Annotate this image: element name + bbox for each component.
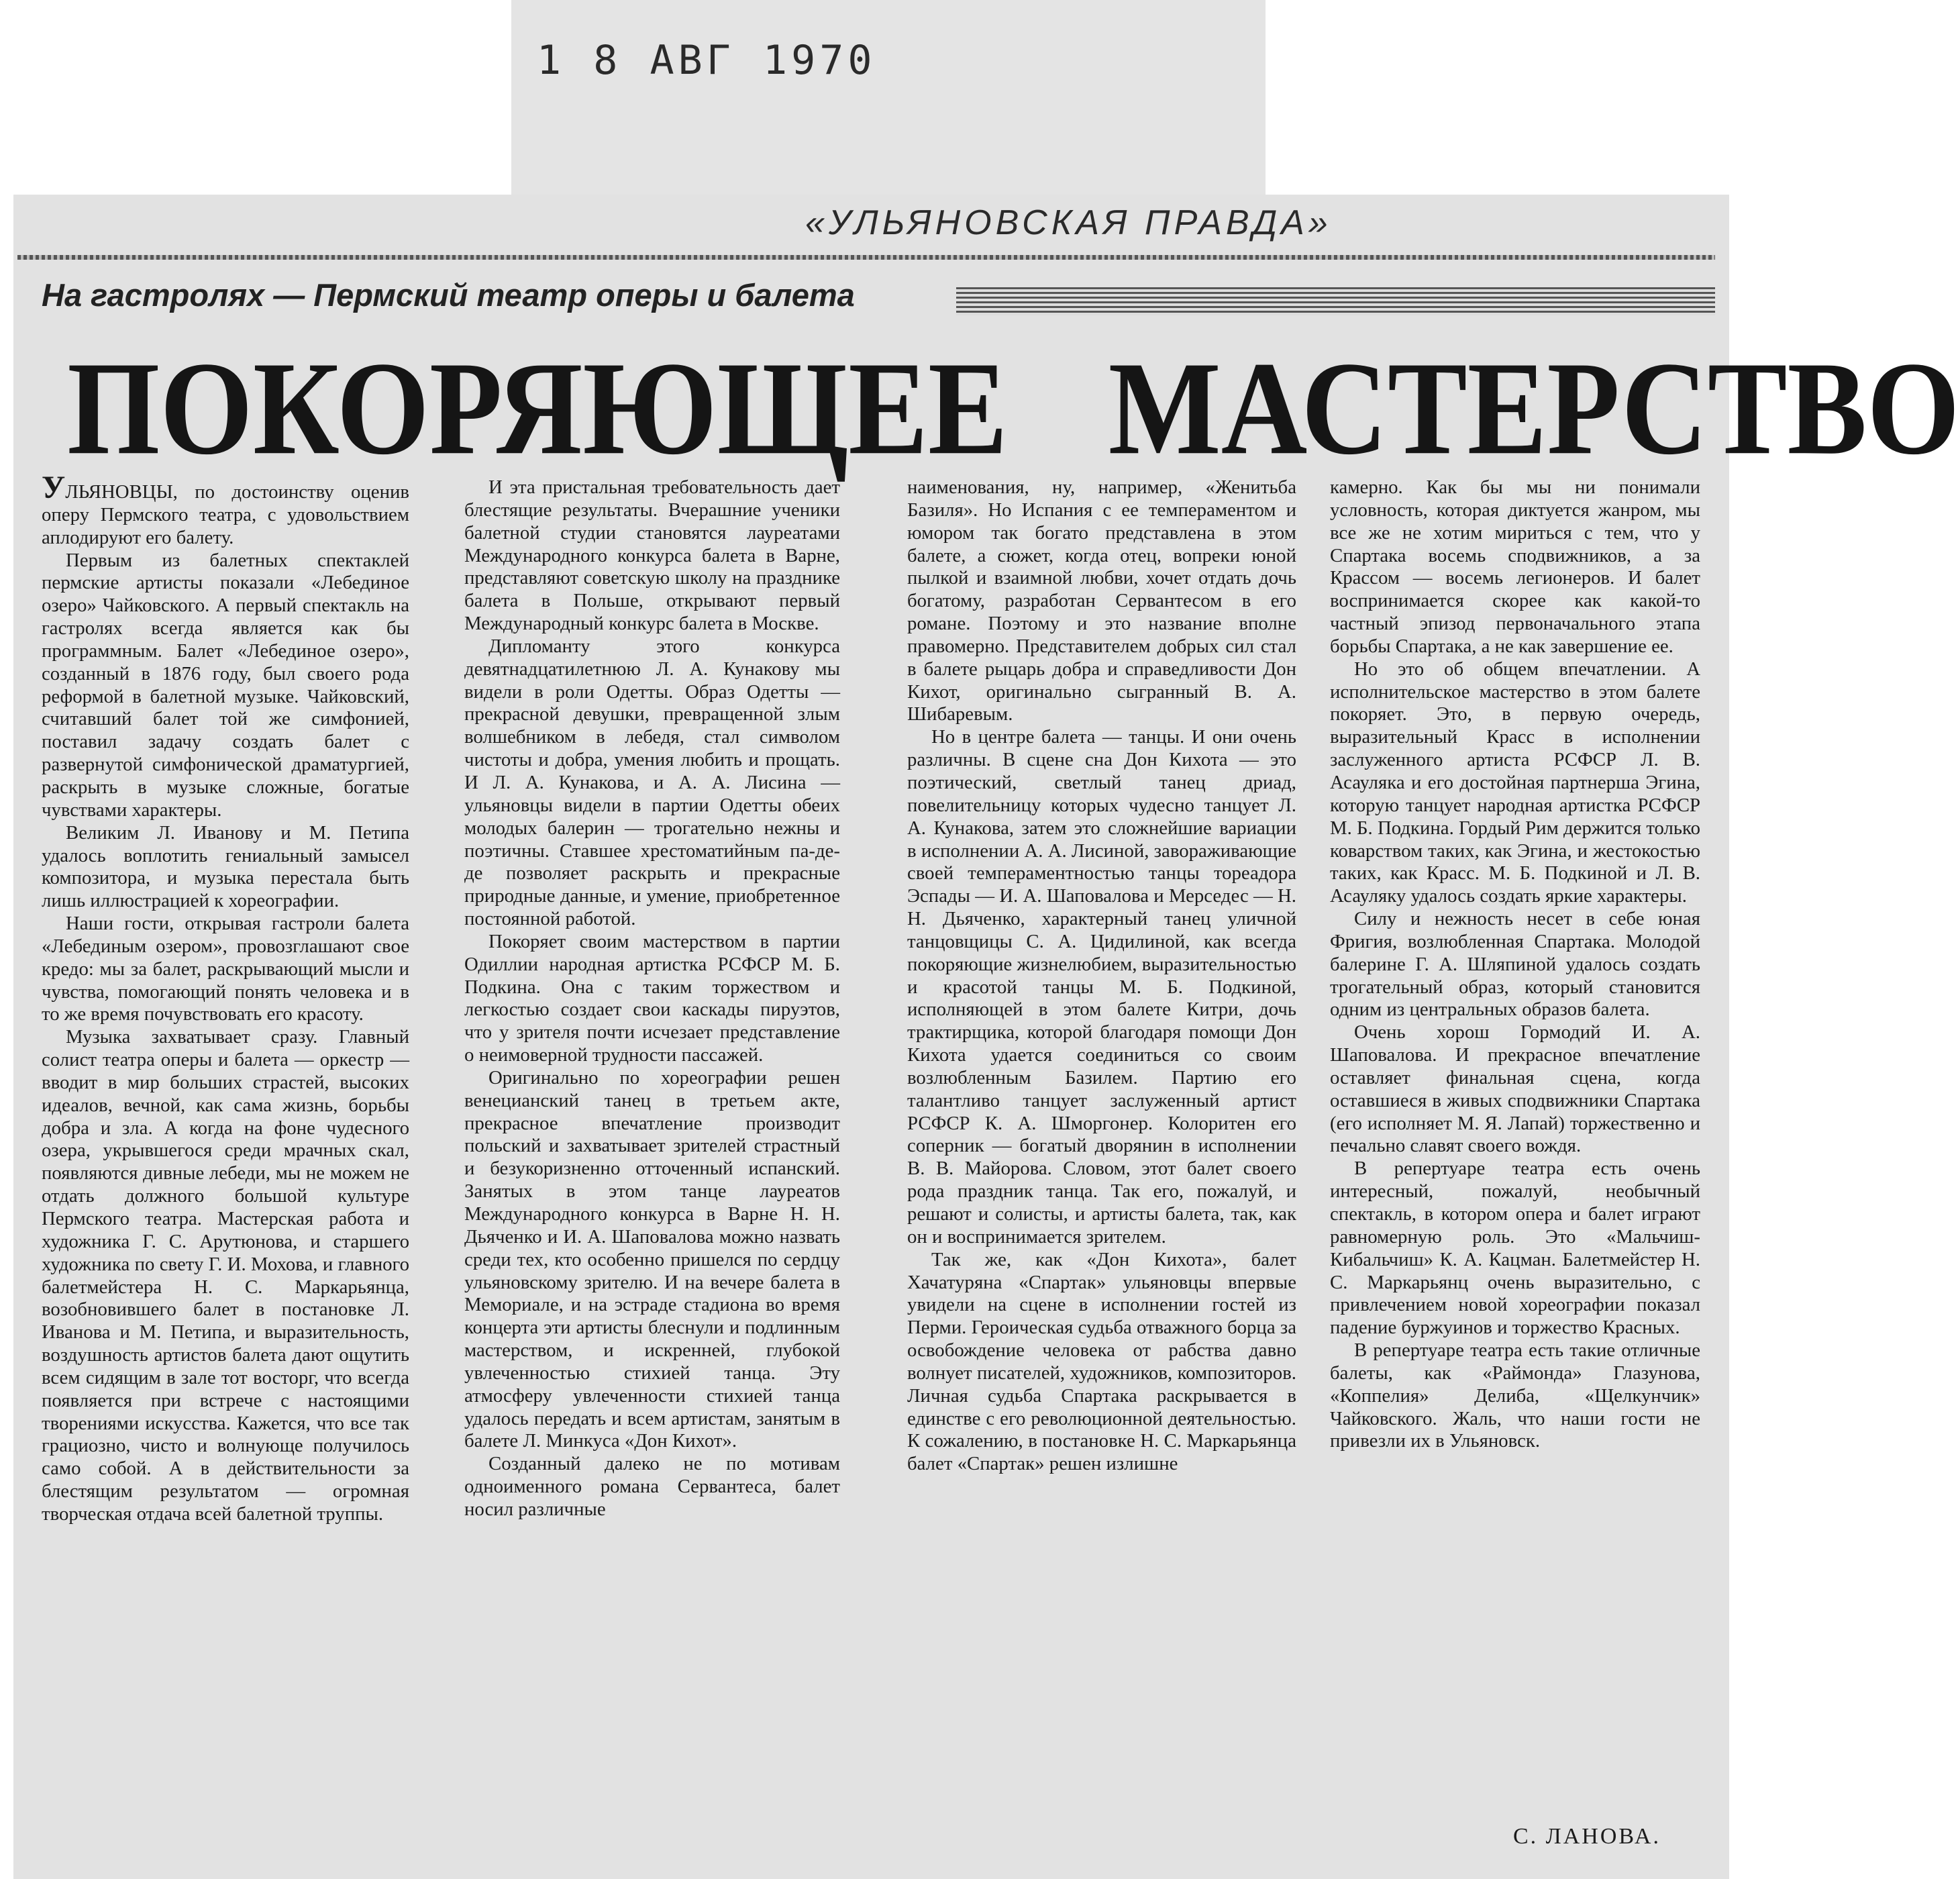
date-stamp-paper <box>511 0 1266 195</box>
blank-margin <box>1266 0 1729 195</box>
date-stamp: 1 8 АВГ 1970 <box>537 37 876 84</box>
newspaper-name: «УЛЬЯНОВСКАЯ ПРАВДА» <box>805 203 1332 242</box>
headline <box>67 333 1960 483</box>
header-rule <box>17 255 1715 260</box>
article-column-2 <box>464 476 840 1839</box>
article-paragraph: Так же, как «Дон Кихота», балет Хачатуряна «Спартак» ульяновцы впервые увидели на сцене в исполнении гостей из Перми. Героическая судьба отважного борца за освобождение человека от рабства давно волнует писателей, художников, композиторов. Личная судьба Спартака раскрывается в единстве с его революционной деятельностью. К сожалению, в постановке Н. С. Маркарьянца балет «Спартак» решен излишне <box>907 1248 1296 1475</box>
article-paragraph: И эта пристальная требовательность дает блестящие результаты. Вчерашние ученики балетной студии становятся лауреатами Международного конкурса балета в Варне, представляют советскую школу на празднике балета в Польше, открывают первый Международный конкурс балета в Москве. <box>464 476 840 635</box>
article-body <box>42 470 1700 1839</box>
article-paragraph: Силу и нежность несет в себе юная Фригия, возлюбленная Спартака. Молодой балерине Г. А. Шляпиной удалось создать трогательный образ, который становится одним из центральных образов балета. <box>1330 908 1700 1021</box>
article-paragraph: Созданный далеко не по мотивам одноименного романа Сервантеса, балет носил различные <box>464 1453 840 1520</box>
article-column-4 <box>1330 476 1700 1839</box>
article-paragraph: В репертуаре театра есть очень интересный, пожалуй, необычный спектакль, в котором опера и балет играют равномерную роль. Это «Мальчиш-Кибальчиш» К. А. Кацман. Балетмейстер Н. С. Маркарьянц очень выразительно, с привлечением новой хореографии показал падение буржуинов и торжество Красных. <box>1330 1158 1700 1339</box>
article-paragraph: Но это об общем впечатлении. А исполнительское мастерство в этом балете покоряет. Это, в первую очередь, выразительный Красс в исполнении заслуженного артиста РСФСР Л. В. Асауляка и его достойная партнерша Эгина, которую танцует народная артистка РСФСР М. Б. Подкина. Гордый Рим держится только коварством таких, как Эгина, и жестокостью таких, как Красс. М. Б. Подкиной и Л. В. Асауляку удалось создать яркие характеры. <box>1330 658 1700 907</box>
hatched-rule <box>956 287 1715 315</box>
headline-word-1: ПОКОРЯЮЩЕЕ <box>67 334 1008 483</box>
article-paragraph: Первым из балетных спектаклей пермские артисты показали «Лебединое озеро» Чайковского. А первый спектакль на гастролях всегда является как бы программным. Балет «Лебединое озеро», созданный в 1876 году, был своего рода реформой в балетной музыке. Чайковский, считавший балет той же симфонией, поставил задачу создать балет с развернутой симфонической драматургией, раскрыть в музыке сложные, богатые чувствами характеры. <box>42 549 409 821</box>
drop-cap: У <box>42 470 66 505</box>
headline-word-2: МАСТЕРСТВО <box>1108 334 1960 483</box>
article-paragraph: камерно. Как бы мы ни понимали условность, которая диктуется жанром, мы все же не хотим мириться с тем, что у Спартака восемь сподвижников, а за Крассом — восемь легионеров. И балет воспринимается скорее как какой-то частный эпизод первоначального этапа борьбы Спартака, а не как завершение ее. <box>1330 476 1700 657</box>
article-paragraph: Дипломанту этого конкурса девятнадцатилетнюю Л. А. Кунакову мы видели в роли Одетты. Образ Одетты — прекрасной девушки, превращенной злым волшебником в лебедя, стал символом чистоты и добра, умения любить и прощать. И Л. А. Кунакова, и А. А. Лисина — ульяновцы видели в партии Одетты обеих молодых балерин — трогательно нежны и поэтичны. Ставшее хрестоматийным па-де-де позволяет раскрыть и прекрасные природные данные, и умение, приобретенное постоянной работой. <box>464 635 840 930</box>
article-paragraph: УЛЬЯНОВЦЫ, по достоинству оценив оперу Пермского театра, с удовольствием аплодируют его балету. <box>42 470 409 548</box>
article-paragraph: наименования, ну, например, «Женитьба Базиля». Но Испания с ее темпераментом и юмором так богато представлена в этом балете, а сюжет, когда отец, вопреки юной пылкой и взаимной любви, хочет отдать дочь богатому, разработан Сервантесом в его романе. Поэтому и это название вполне правомерно. Представителем добрых сил стал в балете рыцарь добра и справедливости Дон Кихот, оригинально сыгранный В. А. Шибаревым. <box>907 476 1296 725</box>
article-paragraph: Но в центре балета — танцы. И они очень различны. В сцене сна Дон Кихота — это поэтический, светлый танец дриад, повелительницу которых чудесно танцует Л. А. Кунакова, затем это сложнейшие вариации в исполнении А. А. Лисиной, завораживающие своей темпераментностью танцы тореадора Эспады — И. А. Шаповалова и Мерседес — Н. Н. Дьяченко, характерный танец уличной танцовщицы С. А. Цидилиной, как всегда покоряющие жизнелюбием, выразительностью и красотой танцы М. Б. Подкиной, исполняющей в этом балете Китри, дочь трактирщика, которой благодаря помощи Дон Кихота удается соединиться со своим возлюбленным Базилем. Партию его талантливо танцует заслуженный артист РСФСР К. А. Шморгонер. Колоритен его соперник — богатый дворянин в исполнении В. В. Майорова. Словом, этот балет своего рода праздник танца. Так его, пожалуй, и решают и солисты, и артисты балета, так, как он и воспринимается зрителем. <box>907 726 1297 1248</box>
article-column-3 <box>907 476 1296 1839</box>
article-paragraph: Оригинально по хореографии решен венецианский танец в третьем акте, прекрасное впечатление производит польский и захватывает зрителей страстный и безукоризненно отточенный испанский. Занятых в этом танце лауреатов Международного конкурса в Варне Н. Н. Дьяченко и И. А. Шаповалова можно назвать среди тех, кто особенно пришелся по сердцу ульяновскому зрителю. И на вечере балета в Мемориале, и на эстраде стадиона во время концерта эти артисты блеснули и подлинным мастерством, и искренней, глубокой увлеченностью стихией танца. Эту атмосферу увлеченности стихией танца удалось передать и всем артистам, занятым в балете Л. Минкуса «Дон Кихот». <box>464 1066 840 1452</box>
article-paragraph: В репертуаре театра есть такие отличные балеты, как «Раймонда» Глазунова, «Коппелия» Делиба, «Щелкунчик» Чайковского. Жаль, что наши гости не привезли их в Ульяновск. <box>1330 1339 1700 1452</box>
article-paragraph: Наши гости, открывая гастроли балета «Лебединым озером», провозглашают свое кредо: мы за балет, раскрывающий мысли и чувства, помогающий понять человека и в то же время почувствовать его красоту. <box>42 913 409 1025</box>
article-paragraph: Великим Л. Иванову и М. Петипа удалось воплотить гениальный замысел композитора, и музыка перестала быть лишь иллюстрацией к хореографии. <box>42 821 409 912</box>
article-paragraph: Очень хорош Гормодий И. А. Шаповалова. И прекрасное впечатление оставляет финальная сцена, когда оставшиеся в живых сподвижники Спартака (его исполняет М. Я. Лапай) торжественно и печально славят своего вождя. <box>1330 1021 1700 1157</box>
rubric-heading: На гастролях — Пермский театр оперы и балета <box>42 277 855 313</box>
article-paragraph: Покоряет своим мастерством в партии Одиллии народная артистка РСФСР М. Б. Подкина. Она с таким торжеством и легкостью создает свои каскады пируэтов, что у зрителя почти исчезает представление о неимоверной трудности пассажей. <box>464 930 840 1066</box>
article-paragraph: Музыка захватывает сразу. Главный солист театра оперы и балета — оркестр — вводит в мир больших страстей, высоких идеалов, вечной, как сама жизнь, борьбы добра и зла. А когда на фоне чудесного озера, укрывшегося среди мрачных скал, появляются дивные лебеди, мы не можем не отдать должного большой культуре Пермского театра. Мастерская работа и художника Г. С. Арутюнова, и старшего художника по свету Г. И. Мохова, и главного балетмейстера Н. С. Маркарьянца, возобновившего балет в постановке Л. Иванова и М. Петипа, и выразительность, воздушность артистов балета дают ощутить всем сидящим в зале тот восторг, что всегда появляется при встрече с настоящими творениями искусства. Кажется, что все так грациозно, чисто и волнующе получилось само собой. А в действительности за блестящим результатом — огромная творческая отдача всей балетной труппы. <box>42 1026 409 1525</box>
article-column-1 <box>42 470 409 1839</box>
author-signature: С. ЛАНОВА. <box>1513 1824 1661 1849</box>
